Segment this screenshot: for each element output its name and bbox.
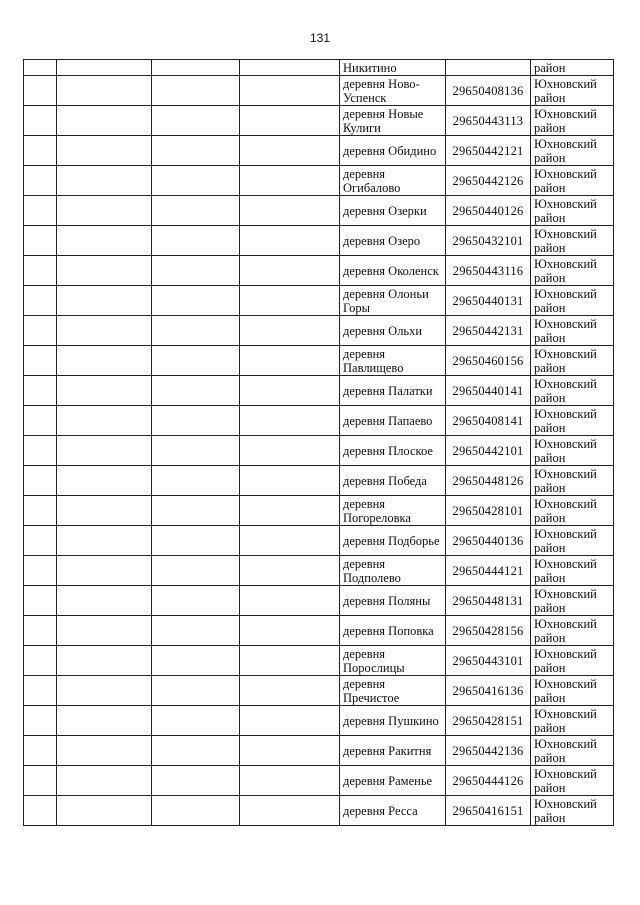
empty-cell xyxy=(24,406,57,436)
empty-cell xyxy=(240,676,340,706)
empty-cell xyxy=(57,646,152,676)
empty-cell xyxy=(240,646,340,676)
oktmo-code-cell xyxy=(446,60,531,76)
oktmo-code-cell: 29650440131 xyxy=(446,286,531,316)
empty-cell xyxy=(24,496,57,526)
settlement-name-cell: деревня Поляны xyxy=(340,586,446,616)
district-cell: Юхновский район xyxy=(531,166,614,196)
empty-cell xyxy=(24,646,57,676)
empty-cell xyxy=(24,196,57,226)
district-cell: Юхновский район xyxy=(531,556,614,586)
empty-cell xyxy=(24,136,57,166)
settlement-name-cell: деревня Ресса xyxy=(340,796,446,826)
district-cell: Юхновский район xyxy=(531,526,614,556)
empty-cell xyxy=(152,466,240,496)
empty-cell xyxy=(240,166,340,196)
empty-cell xyxy=(152,436,240,466)
empty-cell xyxy=(57,226,152,256)
settlement-name-cell: деревня Ново-Успенск xyxy=(340,76,446,106)
oktmo-code-cell: 29650443101 xyxy=(446,646,531,676)
settlement-name-cell: деревня Подполево xyxy=(340,556,446,586)
empty-cell xyxy=(24,256,57,286)
empty-cell xyxy=(152,496,240,526)
table-row xyxy=(24,256,614,286)
empty-cell xyxy=(57,736,152,766)
empty-cell xyxy=(240,226,340,256)
table-row xyxy=(24,166,614,196)
settlement-name-cell: деревня Победа xyxy=(340,466,446,496)
table-row xyxy=(24,436,614,466)
settlement-name-cell: деревня Плоское xyxy=(340,436,446,466)
table-row xyxy=(24,796,614,826)
empty-cell xyxy=(57,586,152,616)
empty-cell xyxy=(57,286,152,316)
empty-cell xyxy=(152,586,240,616)
empty-cell xyxy=(152,226,240,256)
settlement-name-cell: деревня Погореловка xyxy=(340,496,446,526)
empty-cell xyxy=(57,676,152,706)
empty-cell xyxy=(57,616,152,646)
empty-cell xyxy=(152,406,240,436)
empty-cell xyxy=(24,796,57,826)
table-body xyxy=(24,60,614,826)
table-row xyxy=(24,406,614,436)
district-cell: Юхновский район xyxy=(531,196,614,226)
table-row xyxy=(24,346,614,376)
empty-cell xyxy=(240,196,340,226)
empty-cell xyxy=(152,646,240,676)
oktmo-code-cell: 29650443116 xyxy=(446,256,531,286)
table-row xyxy=(24,646,614,676)
table-row xyxy=(24,586,614,616)
empty-cell xyxy=(152,796,240,826)
settlement-name-cell: деревня Озерки xyxy=(340,196,446,226)
table-row xyxy=(24,766,614,796)
oktmo-code-cell: 29650444126 xyxy=(446,766,531,796)
empty-cell xyxy=(24,736,57,766)
oktmo-code-cell: 29650428101 xyxy=(446,496,531,526)
settlement-name-cell: деревня Раменье xyxy=(340,766,446,796)
table-row xyxy=(24,676,614,706)
empty-cell xyxy=(57,256,152,286)
district-cell: Юхновский район xyxy=(531,616,614,646)
empty-cell xyxy=(24,616,57,646)
oktmo-code-cell: 29650428151 xyxy=(446,706,531,736)
table-row xyxy=(24,496,614,526)
empty-cell xyxy=(152,136,240,166)
empty-cell xyxy=(152,706,240,736)
empty-cell xyxy=(240,616,340,646)
empty-cell xyxy=(24,346,57,376)
oktmo-code-cell: 29650448131 xyxy=(446,586,531,616)
empty-cell xyxy=(152,556,240,586)
empty-cell xyxy=(24,526,57,556)
empty-cell xyxy=(57,136,152,166)
empty-cell xyxy=(152,526,240,556)
empty-cell xyxy=(24,556,57,586)
empty-cell xyxy=(152,316,240,346)
district-cell: Юхновский район xyxy=(531,586,614,616)
oktmo-code-cell: 29650442101 xyxy=(446,436,531,466)
settlement-name-cell: деревня Подборье xyxy=(340,526,446,556)
district-cell: Юхновский район xyxy=(531,226,614,256)
district-cell: Юхновский район xyxy=(531,346,614,376)
district-cell: Юхновский район xyxy=(531,496,614,526)
settlement-name-cell: деревня Пречистое xyxy=(340,676,446,706)
empty-cell xyxy=(240,76,340,106)
settlement-name-cell: деревня Обидино xyxy=(340,136,446,166)
district-cell: Юхновский район xyxy=(531,796,614,826)
settlement-name-cell: деревня Поповка xyxy=(340,616,446,646)
settlement-name-cell: деревня Новые Кулиги xyxy=(340,106,446,136)
oktmo-code-cell: 29650416151 xyxy=(446,796,531,826)
empty-cell xyxy=(57,526,152,556)
district-cell: Юхновский район xyxy=(531,646,614,676)
table-row xyxy=(24,286,614,316)
district-cell: Юхновский район xyxy=(531,376,614,406)
settlement-name-cell: деревня Околенск xyxy=(340,256,446,286)
table-row xyxy=(24,136,614,166)
empty-cell xyxy=(240,346,340,376)
empty-cell xyxy=(57,346,152,376)
oktmo-code-cell: 29650408136 xyxy=(446,76,531,106)
district-cell: Юхновский район xyxy=(531,736,614,766)
oktmo-code-cell: 29650440141 xyxy=(446,376,531,406)
empty-cell xyxy=(57,406,152,436)
empty-cell xyxy=(240,436,340,466)
oktmo-code-cell: 29650442126 xyxy=(446,166,531,196)
empty-cell xyxy=(57,166,152,196)
empty-cell xyxy=(240,256,340,286)
empty-cell xyxy=(240,706,340,736)
empty-cell xyxy=(57,76,152,106)
empty-cell xyxy=(24,586,57,616)
oktmo-code-cell: 29650432101 xyxy=(446,226,531,256)
settlement-name-cell: деревня Озеро xyxy=(340,226,446,256)
empty-cell xyxy=(152,676,240,706)
empty-cell xyxy=(57,316,152,346)
empty-cell xyxy=(24,436,57,466)
empty-cell xyxy=(240,496,340,526)
district-cell: Юхновский район xyxy=(531,406,614,436)
empty-cell xyxy=(240,466,340,496)
settlement-name-cell: деревня Пушкино xyxy=(340,706,446,736)
empty-cell xyxy=(57,60,152,76)
empty-cell xyxy=(240,586,340,616)
empty-cell xyxy=(24,706,57,736)
oktmo-code-cell: 29650448126 xyxy=(446,466,531,496)
district-cell: Юхновский район xyxy=(531,766,614,796)
table-row xyxy=(24,706,614,736)
empty-cell xyxy=(57,796,152,826)
oktmo-code-cell: 29650443113 xyxy=(446,106,531,136)
empty-cell xyxy=(240,796,340,826)
empty-cell xyxy=(57,466,152,496)
empty-cell xyxy=(240,316,340,346)
empty-cell xyxy=(24,286,57,316)
empty-cell xyxy=(24,316,57,346)
settlement-name-cell: деревня Ракитня xyxy=(340,736,446,766)
district-cell: Юхновский район xyxy=(531,706,614,736)
empty-cell xyxy=(152,736,240,766)
oktmo-code-cell: 29650442121 xyxy=(446,136,531,166)
empty-cell xyxy=(240,406,340,436)
district-cell: Юхновский район xyxy=(531,436,614,466)
oktmo-code-cell: 29650442136 xyxy=(446,736,531,766)
empty-cell xyxy=(240,766,340,796)
empty-cell xyxy=(152,256,240,286)
table-row xyxy=(24,466,614,496)
oktmo-code-cell: 29650428156 xyxy=(446,616,531,646)
district-cell: Юхновский район xyxy=(531,676,614,706)
oktmo-code-cell: 29650442131 xyxy=(446,316,531,346)
district-cell: Юхновский район xyxy=(531,256,614,286)
table-row xyxy=(24,316,614,346)
empty-cell xyxy=(24,166,57,196)
district-cell: Юхновский район xyxy=(531,316,614,346)
settlement-name-cell: деревня Палатки xyxy=(340,376,446,406)
empty-cell xyxy=(24,76,57,106)
settlement-name-cell: деревня Ольхи xyxy=(340,316,446,346)
table-row xyxy=(24,60,614,76)
empty-cell xyxy=(152,766,240,796)
empty-cell xyxy=(152,166,240,196)
empty-cell xyxy=(24,60,57,76)
table-row xyxy=(24,736,614,766)
settlement-name-cell: деревня Павлищево xyxy=(340,346,446,376)
empty-cell xyxy=(152,76,240,106)
district-cell: район xyxy=(531,60,614,76)
page-number: 131 xyxy=(309,31,331,45)
empty-cell xyxy=(57,436,152,466)
settlement-name-cell: деревня Папаево xyxy=(340,406,446,436)
empty-cell xyxy=(152,196,240,226)
empty-cell xyxy=(152,616,240,646)
empty-cell xyxy=(240,736,340,766)
district-cell: Юхновский район xyxy=(531,466,614,496)
settlement-name-cell: Никитино xyxy=(340,60,446,76)
empty-cell xyxy=(57,376,152,406)
empty-cell xyxy=(152,60,240,76)
table-row xyxy=(24,556,614,586)
empty-cell xyxy=(152,286,240,316)
settlement-name-cell: деревня Порослицы xyxy=(340,646,446,676)
empty-cell xyxy=(240,136,340,166)
empty-cell xyxy=(240,556,340,586)
oktmo-code-cell: 29650440136 xyxy=(446,526,531,556)
empty-cell xyxy=(240,106,340,136)
district-cell: Юхновский район xyxy=(531,76,614,106)
empty-cell xyxy=(24,106,57,136)
district-cell: Юхновский район xyxy=(531,106,614,136)
settlements-table xyxy=(23,59,614,826)
table-row xyxy=(24,616,614,646)
table-row xyxy=(24,226,614,256)
empty-cell xyxy=(240,376,340,406)
oktmo-code-cell: 29650460156 xyxy=(446,346,531,376)
settlement-name-cell: деревня Олоньи Горы xyxy=(340,286,446,316)
oktmo-code-cell: 29650444121 xyxy=(446,556,531,586)
empty-cell xyxy=(57,556,152,586)
empty-cell xyxy=(57,706,152,736)
empty-cell xyxy=(240,286,340,316)
oktmo-code-cell: 29650440126 xyxy=(446,196,531,226)
district-cell: Юхновский район xyxy=(531,136,614,166)
empty-cell xyxy=(24,376,57,406)
table-row xyxy=(24,106,614,136)
table-row xyxy=(24,196,614,226)
empty-cell xyxy=(24,226,57,256)
empty-cell xyxy=(152,346,240,376)
district-cell: Юхновский район xyxy=(531,286,614,316)
table-row xyxy=(24,76,614,106)
empty-cell xyxy=(24,466,57,496)
oktmo-code-cell: 29650416136 xyxy=(446,676,531,706)
empty-cell xyxy=(152,106,240,136)
empty-cell xyxy=(24,676,57,706)
empty-cell xyxy=(57,106,152,136)
empty-cell xyxy=(240,526,340,556)
table-row xyxy=(24,526,614,556)
empty-cell xyxy=(240,60,340,76)
oktmo-code-cell: 29650408141 xyxy=(446,406,531,436)
empty-cell xyxy=(57,196,152,226)
empty-cell xyxy=(57,496,152,526)
settlement-name-cell: деревня Огибалово xyxy=(340,166,446,196)
empty-cell xyxy=(57,766,152,796)
table-row xyxy=(24,376,614,406)
empty-cell xyxy=(24,766,57,796)
empty-cell xyxy=(152,376,240,406)
